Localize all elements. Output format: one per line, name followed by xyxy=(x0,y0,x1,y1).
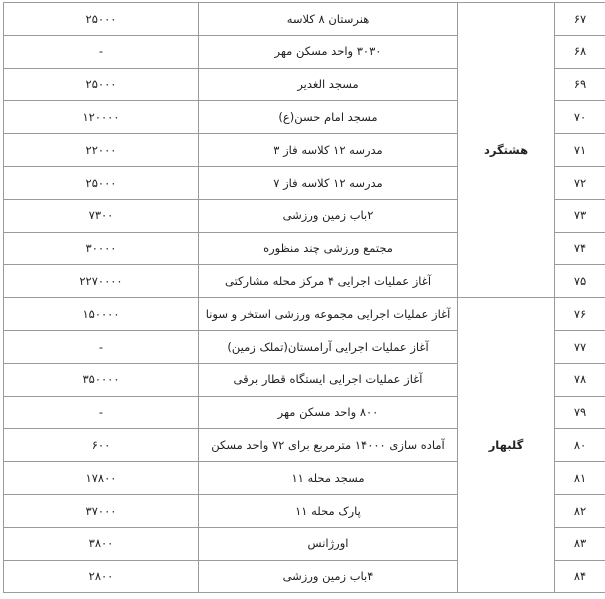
project-title-cell: مسجد امام حسن(ع) xyxy=(199,101,458,134)
region-cell: گلبهار xyxy=(458,298,555,593)
row-number-cell: ۶۷ xyxy=(555,3,605,36)
project-title-cell: مسجد محله ۱۱ xyxy=(199,462,458,495)
project-title-cell: هنرستان ۸ کلاسه xyxy=(199,3,458,36)
row-number-cell: ۷۵ xyxy=(555,265,605,298)
row-number-cell: ۷۷ xyxy=(555,330,605,363)
budget-cell: ۲۲۷۰۰۰۰ xyxy=(4,265,199,298)
project-title-cell: پارک محله ۱۱ xyxy=(199,494,458,527)
row-number-cell: ۸۳ xyxy=(555,527,605,560)
budget-cell: ۱۷۸۰۰ xyxy=(4,462,199,495)
project-title-cell: آغاز عملیات اجرایی ایستگاه قطار برقی xyxy=(199,363,458,396)
projects-table-body xyxy=(4,3,605,593)
budget-cell: ۷۳۰۰ xyxy=(4,199,199,232)
budget-cell: - xyxy=(4,35,199,68)
project-title-cell: ۸۰۰ واحد مسکن مهر xyxy=(199,396,458,429)
row-number-cell: ۷۸ xyxy=(555,363,605,396)
projects-table xyxy=(3,2,605,593)
row-number-cell: ۶۹ xyxy=(555,68,605,101)
budget-cell: ۶۰۰ xyxy=(4,429,199,462)
project-title-cell: ۲باب زمین ورزشی xyxy=(199,199,458,232)
budget-cell: ۳۷۰۰۰ xyxy=(4,494,199,527)
row-number-cell: ۸۴ xyxy=(555,560,605,593)
budget-cell: ۲۵۰۰۰ xyxy=(4,68,199,101)
budget-cell: - xyxy=(4,330,199,363)
project-title-cell: ۴باب زمین ورزشی xyxy=(199,560,458,593)
project-title-cell: مدرسه ۱۲ کلاسه فاز ۳ xyxy=(199,134,458,167)
budget-cell: ۲۵۰۰۰ xyxy=(4,166,199,199)
budget-cell: ۲۸۰۰ xyxy=(4,560,199,593)
budget-cell: ۳۰۰۰۰ xyxy=(4,232,199,265)
budget-cell: ۳۸۰۰ xyxy=(4,527,199,560)
row-number-cell: ۷۹ xyxy=(555,396,605,429)
budget-cell: ۳۵۰۰۰۰ xyxy=(4,363,199,396)
budget-cell: - xyxy=(4,396,199,429)
project-title-cell: آغاز عملیات اجرایی آرامستان(تملک زمین) xyxy=(199,330,458,363)
project-title-cell: آغاز عملیات اجرایی مجموعه ورزشی استخر و سونا xyxy=(199,298,458,331)
project-title-cell: آماده سازی ۱۴۰۰۰ مترمربع برای ۷۲ واحد مسکن xyxy=(199,429,458,462)
project-title-cell: مدرسه ۱۲ کلاسه فاز ۷ xyxy=(199,166,458,199)
row-number-cell: ۷۴ xyxy=(555,232,605,265)
project-title-cell: مسجد الغدیر xyxy=(199,68,458,101)
budget-cell: ۲۲۰۰۰ xyxy=(4,134,199,167)
row-number-cell: ۷۳ xyxy=(555,199,605,232)
row-number-cell: ۷۲ xyxy=(555,166,605,199)
row-number-cell: ۷۰ xyxy=(555,101,605,134)
table-row xyxy=(4,3,605,36)
region-cell: هشتگرد xyxy=(458,3,555,298)
row-number-cell: ۶۸ xyxy=(555,35,605,68)
row-number-cell: ۸۰ xyxy=(555,429,605,462)
project-title-cell: ۳۰۳۰ واحد مسکن مهر xyxy=(199,35,458,68)
budget-cell: ۱۲۰۰۰۰ xyxy=(4,101,199,134)
row-number-cell: ۷۶ xyxy=(555,298,605,331)
project-title-cell: آغاز عملیات اجرایی ۴ مرکز محله مشارکتی xyxy=(199,265,458,298)
budget-cell: ۱۵۰۰۰۰ xyxy=(4,298,199,331)
row-number-cell: ۷۱ xyxy=(555,134,605,167)
row-number-cell: ۸۱ xyxy=(555,462,605,495)
project-title-cell: اورژانس xyxy=(199,527,458,560)
table-row xyxy=(4,298,605,331)
row-number-cell: ۸۲ xyxy=(555,494,605,527)
budget-cell: ۲۵۰۰۰ xyxy=(4,3,199,36)
project-title-cell: مجتمع ورزشی چند منظوره xyxy=(199,232,458,265)
top-edge xyxy=(0,0,605,2)
